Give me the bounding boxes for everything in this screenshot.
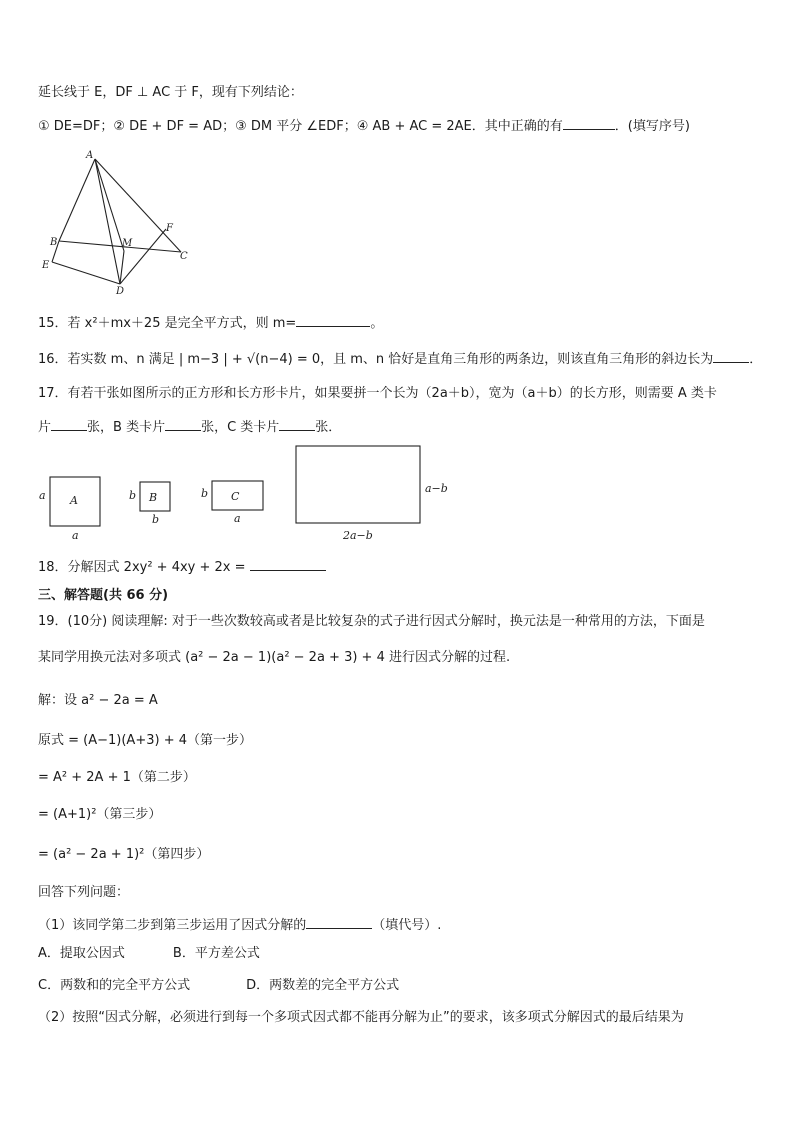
q19-step4: = (a² − 2a + 1)²（第四步） [38, 847, 210, 862]
label-f: F [166, 223, 173, 234]
q15-blank[interactable] [296, 312, 370, 327]
option-a: A．提取公因式 [38, 946, 125, 961]
q17-blank-a[interactable] [51, 416, 87, 431]
card-b-side-label: b [129, 489, 137, 502]
section-3-title: 三、解答题(共 66 分) [38, 588, 169, 603]
label-d: D [116, 286, 125, 297]
big-bottom-label: 2a−b [343, 529, 373, 542]
card-a-side-label: a [39, 489, 46, 502]
card-b-bottom-label: b [152, 513, 160, 526]
question-18 [38, 556, 326, 577]
big-rect [296, 446, 420, 523]
card-a-bottom-label: a [72, 529, 79, 542]
q19-sub1 [38, 914, 441, 935]
label-a: A [86, 150, 94, 161]
q19-sub1-blank[interactable] [306, 914, 372, 929]
q17-part3: 张，C 类卡片 [201, 420, 280, 435]
answer-blank[interactable] [563, 115, 615, 130]
card-c-bottom-label: a [234, 512, 241, 525]
option-c: C．两数和的完全平方公式 [38, 978, 191, 993]
q19-options-row1 [38, 945, 260, 963]
q15-text: 15．若 x²＋mx＋25 是完全平方式，则 m= [38, 316, 297, 331]
intro-line: 延长线于 E，DF ⊥ AC 于 F，现有下列结论： [38, 85, 303, 100]
q19-answer-prompt: 回答下列问题： [38, 885, 130, 900]
cards-figure [36, 440, 456, 545]
q19-sub1-tail: （填代号）. [372, 918, 442, 933]
label-c: C [180, 251, 188, 262]
q19-sub2: （2）按照“因式分解，必须进行到每一个多项式因式都不能再分解为止”的要求，该多项式分解因式的最后结果为 [38, 1010, 684, 1025]
q19-line1: 19．(10分) 阅读理解: 对于一些次数较高或者是比较复杂的式子进行因式分解时，换元法是一种常用的方法，下面是 [38, 614, 705, 629]
option-b: B．平方差公式 [172, 946, 260, 961]
q15-tail: 。 [370, 316, 384, 331]
q19-step3: = (A+1)²（第三步） [38, 807, 162, 822]
q16-blank[interactable] [713, 348, 749, 363]
big-side-label: a−b [425, 482, 448, 495]
card-a-name: A [70, 494, 78, 507]
option-d: D．两数差的完全平方公式 [246, 978, 400, 993]
q19-line2: 某同学用换元法对多项式 (a² − 2a − 1)(a² − 2a + 3) + 4 进行因式分解的过程. [38, 650, 511, 665]
q18-text: 18．分解因式 2xy² + 4xy + 2x = [38, 560, 246, 575]
card-c-side-label: b [201, 487, 209, 500]
q19-options-row2 [38, 977, 399, 995]
conclusions-line [38, 115, 690, 136]
q19-solution: 解：设 a² − 2a = A [38, 693, 158, 708]
question-15 [38, 312, 383, 333]
q16-tail: ． [749, 352, 763, 367]
question-17-line2 [38, 416, 341, 437]
conclusions-text: ① DE=DF；② DE + DF = AD；③ DM 平分 ∠EDF；④ AB + AC = 2AE．其中正确的有 [38, 119, 563, 134]
q19-step1: 原式 = (A−1)(A+3) + 4（第一步） [38, 733, 252, 748]
q17-blank-c[interactable] [279, 416, 315, 431]
label-m: M [122, 238, 133, 249]
q17-part2: 张，B 类卡片 [87, 420, 166, 435]
q18-blank[interactable] [250, 556, 326, 571]
label-e: E [42, 260, 50, 271]
q16-text: 16．若实数 m、n 满足 | m−3 | + √(n−4) = 0，且 m、n 恰好是直角三角形的两条边，则该直角三角形的斜边长为 [38, 352, 714, 367]
q19-step2: = A² + 2A + 1（第二步） [38, 770, 196, 785]
card-b-name: B [149, 491, 158, 504]
q19-sub1-text: （1）该同学第二步到第三步运用了因式分解的 [38, 918, 307, 933]
question-16 [38, 348, 762, 369]
card-c-name: C [231, 490, 240, 503]
conclusions-tail: ．(填写序号) [614, 119, 690, 134]
q17-blank-b[interactable] [165, 416, 201, 431]
label-b: B [50, 237, 58, 248]
q17-part4: 张． [315, 420, 342, 435]
q17-part1: 片 [38, 420, 52, 435]
question-17-line1: 17．有若干张如图所示的正方形和长方形卡片，如果要拼一个长为（2a＋b），宽为（a＋b）的长方形，则需要 A 类卡 [38, 386, 717, 401]
triangle-figure [36, 146, 196, 302]
